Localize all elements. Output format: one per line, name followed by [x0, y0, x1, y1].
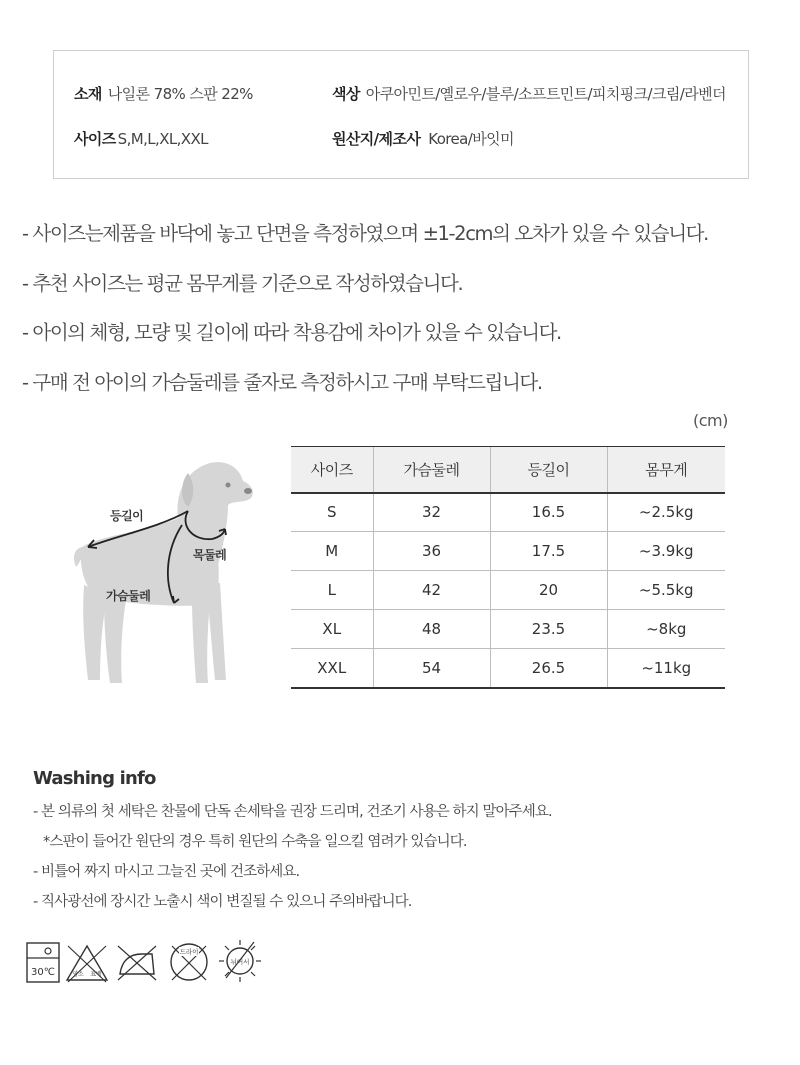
unit-label: (cm)	[693, 411, 728, 430]
note-item: - 사이즈는제품을 바닥에 놓고 단면을 측정하였으며 ±1-2cm의 오차가 있을 수 있습니다.	[22, 222, 708, 245]
washing-info-list	[33, 800, 552, 920]
origin-label: 원산지/제조사	[332, 130, 421, 148]
cell-size: S	[291, 493, 373, 532]
table-row	[291, 532, 725, 571]
dog-measurement-illustration	[60, 455, 260, 695]
cell-size: XL	[291, 610, 373, 649]
note-item: - 아이의 체형, 모량 및 길이에 따라 착용감에 차이가 있을 수 있습니다.	[22, 321, 561, 344]
tumble-text: 뉘어서	[230, 958, 250, 966]
size-label: 사이즈	[74, 130, 116, 148]
table-row	[291, 610, 725, 649]
cell-chest: 36	[373, 532, 490, 571]
washing-line: *스판이 들어간 원단의 경우 특히 원단의 수축을 일으킬 염려가 있습니다.	[43, 834, 467, 850]
no-bleach-icon	[64, 940, 110, 984]
washing-line: - 비틀어 짜지 마시고 그늘진 곳에 건조하세요.	[33, 864, 300, 880]
header-back: 등길이	[490, 447, 607, 493]
cell-back: 23.5	[490, 610, 607, 649]
cell-weight: ~11kg	[607, 649, 725, 688]
cell-weight: ~2.5kg	[607, 493, 725, 532]
origin-row	[332, 128, 514, 149]
cell-chest: 54	[373, 649, 490, 688]
size-notes	[22, 218, 792, 416]
product-info-box	[53, 50, 749, 179]
wash-30-icon	[26, 940, 60, 984]
dryclean-text: 드라이	[179, 948, 199, 956]
cell-size: XXL	[291, 649, 373, 688]
bleach-text-right: 표백	[90, 971, 102, 978]
wash-temp-text: 30℃	[31, 967, 55, 978]
header-weight: 몸무게	[607, 447, 725, 493]
cell-back: 16.5	[490, 493, 607, 532]
cell-size: L	[291, 571, 373, 610]
header-size: 사이즈	[291, 447, 373, 493]
cell-back: 20	[490, 571, 607, 610]
table-row	[291, 571, 725, 610]
table-row	[291, 649, 725, 688]
cell-weight: ~3.9kg	[607, 532, 725, 571]
chest-label: 가슴둘레	[106, 589, 151, 603]
no-tumble-dry-icon	[216, 936, 264, 986]
size-table	[291, 446, 725, 689]
no-dryclean-icon	[166, 938, 212, 984]
cell-chest: 42	[373, 571, 490, 610]
neck-label: 목둘레	[193, 548, 227, 562]
note-item: - 추천 사이즈는 평균 몸무게를 기준으로 작성하였습니다.	[22, 271, 463, 295]
cell-weight: ~5.5kg	[607, 571, 725, 610]
cell-weight: ~8kg	[607, 610, 725, 649]
table-header-row	[291, 447, 725, 493]
size-row	[74, 128, 208, 149]
cell-chest: 32	[373, 493, 490, 532]
note-item: - 구매 전 아이의 가슴둘레를 줄자로 측정하시고 구매 부탁드립니다.	[22, 370, 542, 394]
origin-value: Korea/바잇미	[428, 130, 514, 148]
washing-line: - 직사광선에 장시간 노출시 색이 변질될 수 있으니 주의바랍니다.	[33, 894, 412, 910]
cell-chest: 48	[373, 610, 490, 649]
table-row	[291, 493, 725, 532]
color-row	[332, 83, 726, 104]
washing-line: - 본 의류의 첫 세탁은 찬물에 단독 손세탁을 권장 드리며, 건조기 사용은 하지 말아주세요.	[33, 804, 552, 820]
material-row	[74, 83, 253, 104]
bleach-text-left: 염소	[72, 971, 84, 978]
cell-back: 26.5	[490, 649, 607, 688]
color-label: 색상	[332, 85, 360, 103]
dog-silhouette-icon	[60, 455, 260, 695]
header-chest: 가슴둘레	[373, 447, 490, 493]
washing-info-title: Washing info	[33, 768, 156, 789]
color-value: 아쿠아민트/옐로우/블루/소프트민트/피치핑크/크림/라벤더	[365, 85, 726, 103]
material-label: 소재	[74, 85, 102, 103]
cell-back: 17.5	[490, 532, 607, 571]
no-iron-icon	[114, 940, 160, 984]
material-value: 나일론 78% 스판 22%	[107, 85, 253, 103]
back-length-label: 등길이	[110, 509, 144, 523]
cell-size: M	[291, 532, 373, 571]
size-value: S,M,L,XL,XXL	[117, 130, 208, 148]
